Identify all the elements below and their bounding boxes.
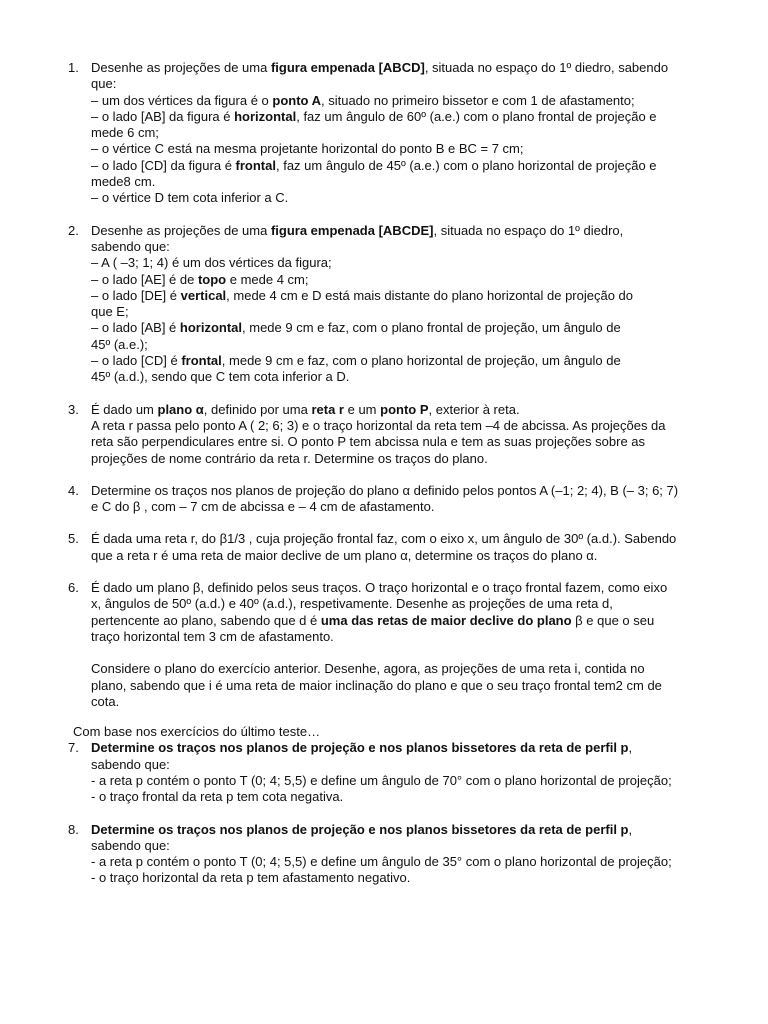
exercise-text: [91, 483, 709, 516]
text-run: – A ( –3; 1; 4) é um dos vértices da figura;: [91, 255, 332, 271]
text-line: [91, 353, 709, 369]
text-run: Desenhe as projeções de uma: [91, 60, 271, 75]
exercise-item: [0, 483, 768, 516]
text-run: É dado um: [91, 401, 158, 417]
text-run: , situada no espaço do 1º diedro,: [433, 222, 624, 238]
text-run: 45º (a.d.), sendo que C tem cota inferior a D.: [91, 369, 350, 385]
exercise-number: 8.: [68, 821, 79, 837]
bold-run: topo: [197, 271, 227, 287]
exercise-list-2: [0, 740, 768, 886]
text-run: sabendo que:: [91, 756, 170, 772]
text-line: [91, 451, 709, 467]
exercise-text: [91, 402, 709, 467]
exercise-text: [91, 60, 709, 207]
text-run: Determine os traços nos planos de projeção do plano α definido pelos pontos A (–1; 2; 4), B (– 3; 6; 7): [91, 482, 679, 498]
text-run: – o lado [AE] é de: [91, 271, 198, 287]
exercise-text: [91, 580, 709, 710]
bold-run: Determine os traços nos planos de projeção e nos planos bissetores da reta de perfil p: [91, 821, 629, 837]
text-line: [91, 223, 709, 239]
text-run: sabendo que:: [91, 238, 170, 254]
text-run: – o vértice C está na mesma projetante horizontal do ponto B e BC = 7 cm;: [91, 141, 524, 157]
text-line: [91, 304, 709, 320]
text-run: , definido por uma: [203, 401, 312, 417]
text-run: ,: [628, 821, 633, 837]
bold-run: frontal: [181, 353, 222, 369]
text-run: – o lado [AB] é: [91, 320, 180, 336]
text-run: – um dos vértices da figura é o: [91, 92, 273, 108]
text-run: Considere o plano do exercício anterior. Desenhe, agora, as projeções de uma reta i, contida no: [91, 661, 645, 677]
text-run: , mede 9 cm e faz, com o plano frontal de projeção, um ângulo de: [242, 320, 621, 336]
section-note: Com base nos exercícios do último teste…: [73, 724, 321, 740]
text-run: , faz um ângulo de 60º (a.e.) com o plano frontal de projeção e: [296, 108, 657, 124]
bold-run: uma das retas de maior declive do plano: [320, 612, 572, 628]
bold-run: figura empenada [ABCDE]: [270, 222, 434, 238]
text-run: pertencente ao plano, sabendo que d é: [91, 612, 321, 628]
text-line: [91, 125, 709, 141]
exercise-item: [0, 822, 768, 887]
text-run: ,: [628, 740, 633, 756]
exercise-item: [0, 60, 768, 207]
text-run: x, ângulos de 50º (a.d.) e 40º (a.d.), respetivamente. Desenhe as projeções de uma reta d,: [91, 596, 613, 612]
text-run: , faz um ângulo de 45º (a.e.) com o plano horizontal de projeção e: [275, 157, 657, 173]
text-run: mede8 cm.: [91, 174, 156, 190]
exercise-item: [0, 402, 768, 467]
exercise-number: 3.: [68, 401, 79, 417]
text-line: [91, 661, 709, 677]
text-run: – o lado [AB] da figura é: [91, 108, 235, 124]
text-run: traço horizontal tem 3 cm de afastamento.: [91, 628, 334, 644]
text-line: [91, 76, 709, 92]
text-line: [91, 239, 709, 255]
text-line: [91, 757, 709, 773]
text-run: - o traço horizontal da reta p tem afastamento negativo.: [91, 870, 411, 886]
bold-run: ponto A: [272, 92, 321, 108]
text-line: [91, 870, 709, 886]
text-run: 45º (a.e.);: [91, 336, 148, 352]
exercise-number: 5.: [68, 531, 79, 547]
text-run: que a reta r é uma reta de maior declive de um plano α, determine os traços do plano α.: [91, 547, 598, 563]
text-line: [91, 158, 709, 174]
text-line: [91, 499, 709, 515]
text-line: [91, 822, 709, 838]
text-line: [91, 369, 709, 385]
exercise-text: [91, 822, 709, 887]
text-line: [91, 418, 709, 434]
text-line: [91, 694, 709, 710]
text-line: [91, 93, 709, 109]
text-line: [91, 288, 709, 304]
text-run: – o lado [CD] é: [91, 353, 182, 369]
exercise-text: [91, 740, 709, 805]
text-line: [91, 531, 709, 547]
text-line: [91, 483, 709, 499]
text-line: [91, 838, 709, 854]
bold-run: figura empenada [ABCD]: [270, 60, 425, 75]
bold-run: Determine os traços nos planos de projeção e nos planos bissetores da reta de perfil p: [91, 740, 629, 756]
text-line: [91, 678, 709, 694]
text-run: plano, sabendo que i é uma reta de maior inclinação do plano e que o seu traço frontal tem2 cm de: [91, 677, 662, 693]
text-run: projeções de nome contrário da reta r. Determine os traços do plano.: [91, 450, 488, 466]
text-line: [91, 773, 709, 789]
text-run: β e que o seu: [571, 612, 655, 628]
text-line: [91, 141, 709, 157]
text-run: cota.: [91, 693, 120, 709]
text-line: [91, 854, 709, 870]
text-line: [91, 789, 709, 805]
text-run: – o lado [CD] da figura é: [91, 157, 236, 173]
exercise-number: 2.: [68, 222, 79, 238]
text-line: [91, 320, 709, 336]
text-line: [91, 174, 709, 190]
text-run: - o traço frontal da reta p tem cota negativa.: [91, 789, 344, 805]
exercise-text: [91, 531, 709, 564]
text-line: [91, 548, 709, 564]
bold-run: frontal: [235, 157, 276, 173]
text-run: , mede 4 cm e D está mais distante do plano horizontal de projeção do: [226, 287, 634, 303]
text-run: que:: [91, 76, 117, 92]
exercise-number: 1.: [68, 60, 79, 75]
text-run: e C do β , com – 7 cm de abcissa e – 4 cm de afastamento.: [91, 499, 435, 515]
exercise-item: [0, 531, 768, 564]
bold-run: plano α: [157, 401, 204, 417]
text-run: , situado no primeiro bissetor e com 1 de afastamento;: [321, 92, 635, 108]
text-run: - a reta p contém o ponto T (0; 4; 5,5) e define um ângulo de 70° com o plano horizontal de projeção;: [91, 772, 672, 788]
text-run: , mede 9 cm e faz, com o plano horizontal de projeção, um ângulo de: [221, 353, 621, 369]
text-run: e um: [344, 401, 381, 417]
text-run: mede 6 cm;: [91, 125, 159, 141]
exercise-item: [0, 223, 768, 386]
bold-run: reta r: [311, 401, 344, 417]
text-line: [91, 402, 709, 418]
exercise-item: [0, 580, 768, 710]
text-run: e mede 4 cm;: [226, 271, 309, 287]
exercise-number: 4.: [68, 482, 79, 498]
text-run: É dada uma reta r, do β1/3 , cuja projeção frontal faz, com o eixo x, um ângulo de 30º (a.d.). Sabendo: [91, 531, 677, 547]
text-line: [91, 60, 709, 76]
text-line: [91, 337, 709, 353]
text-line: [91, 740, 709, 756]
text-line: [91, 255, 709, 271]
exercise-number: 7.: [68, 740, 79, 756]
bold-run: ponto P: [380, 401, 429, 417]
text-run: sabendo que:: [91, 837, 170, 853]
text-line: [91, 629, 709, 645]
text-line: [91, 109, 709, 125]
text-run: A reta r passa pelo ponto A ( 2; 6; 3) e o traço horizontal da reta tem –4 de abcissa. As projeções da: [91, 417, 666, 433]
text-run: reta são perpendiculares entre si. O ponto P tem abcissa nula e tem as suas projeções sobre as: [91, 434, 646, 450]
text-line: [91, 580, 709, 596]
text-line: [91, 190, 709, 206]
text-line: [91, 596, 709, 612]
bold-run: vertical: [180, 287, 227, 303]
bold-run: horizontal: [179, 320, 243, 336]
text-line: [91, 434, 709, 450]
exercise-list: [0, 60, 768, 724]
text-run: - a reta p contém o ponto T (0; 4; 5,5) e define um ângulo de 35° com o plano horizontal de projeção;: [91, 854, 672, 870]
text-run: que E;: [91, 304, 129, 320]
document-page: [0, 60, 768, 887]
text-run: , situada no espaço do 1º diedro, sabendo: [424, 60, 669, 75]
text-line: [91, 613, 709, 629]
text-run: – o vértice D tem cota inferior a C.: [91, 190, 289, 206]
text-run: É dado um plano β, definido pelos seus traços. O traço horizontal e o traço frontal fazem, como eixo: [91, 580, 668, 596]
exercise-number: 6.: [68, 580, 79, 596]
text-run: – o lado [DE] é: [91, 287, 181, 303]
exercise-item: [0, 740, 768, 805]
text-run: , exterior à reta.: [428, 401, 520, 417]
exercise-text: [91, 223, 709, 386]
text-line: [91, 272, 709, 288]
text-run: Desenhe as projeções de uma: [91, 222, 271, 238]
bold-run: horizontal: [234, 108, 297, 124]
